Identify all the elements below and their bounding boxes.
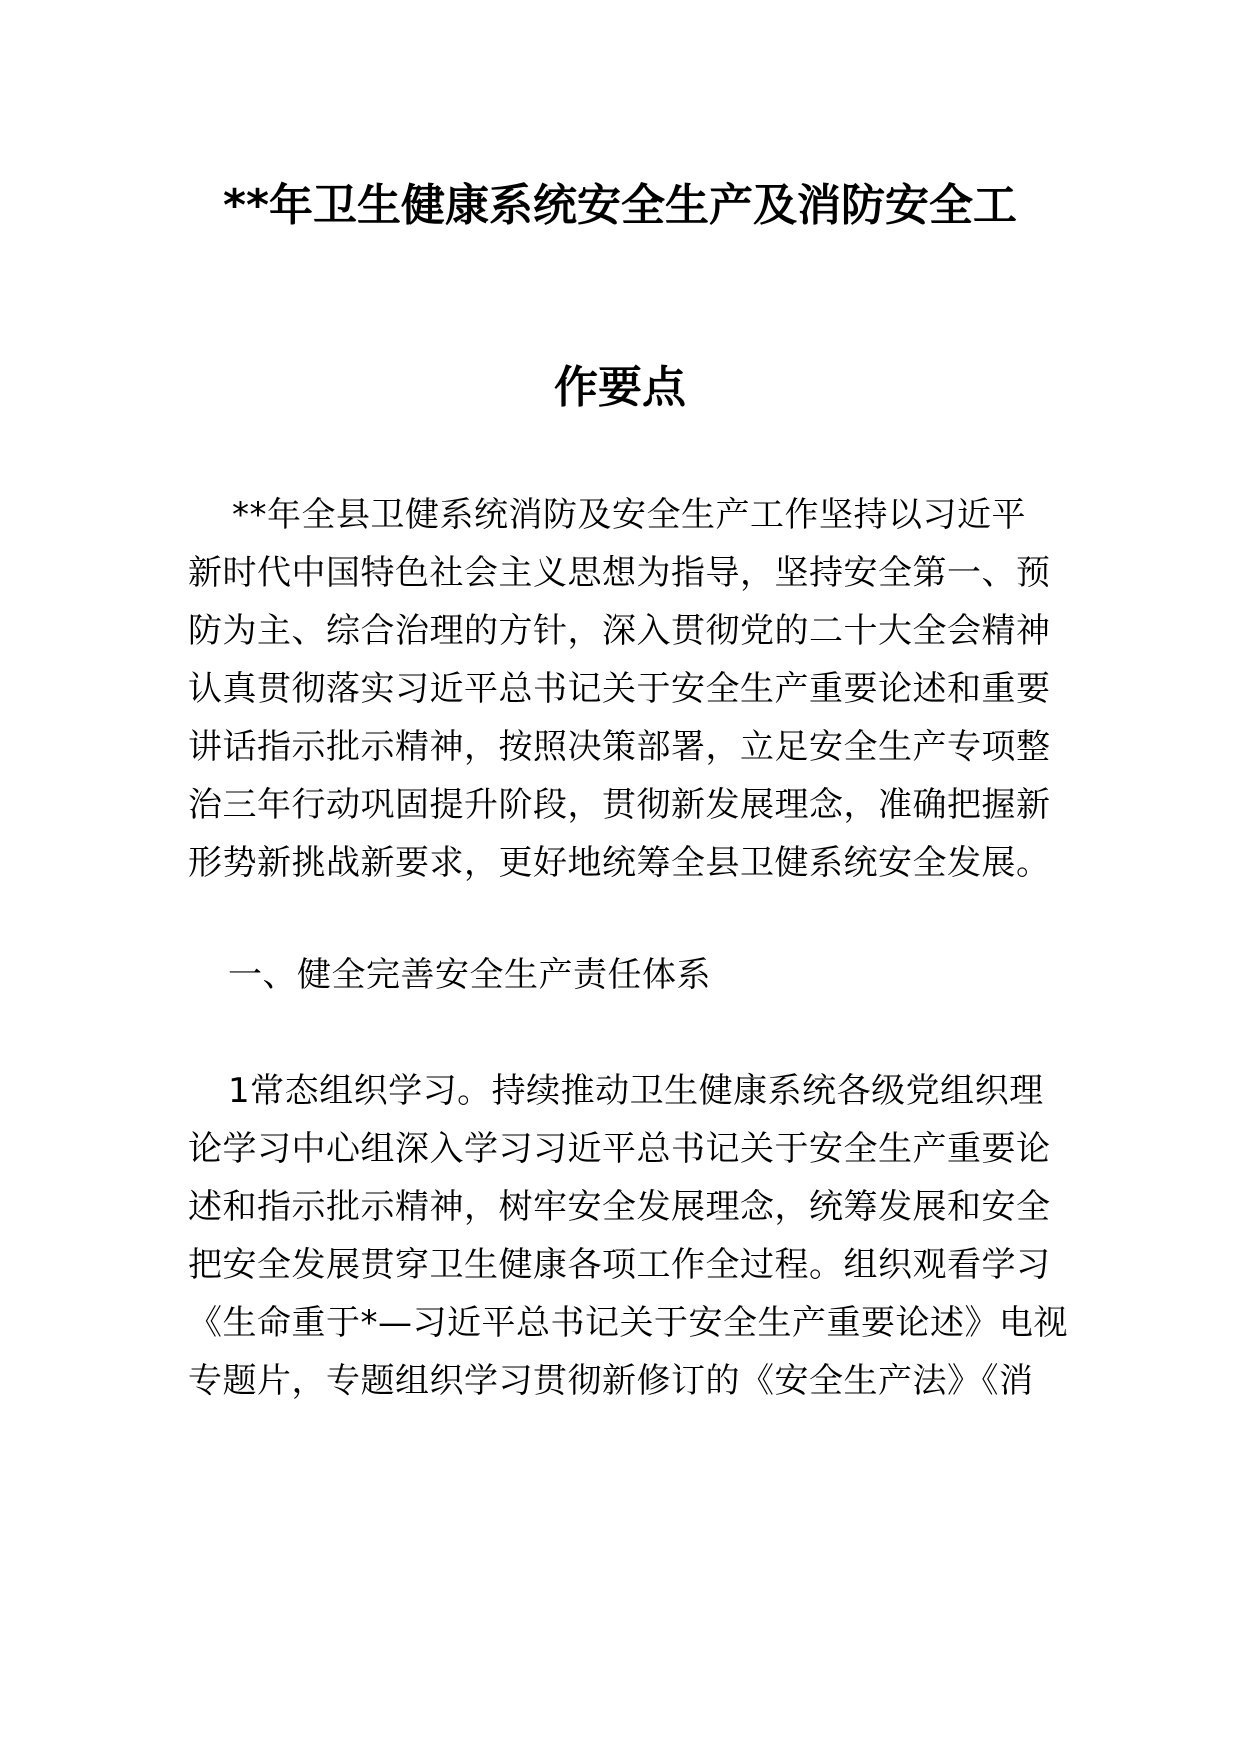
- paragraph-line: 治三年行动巩固提升阶段，贯彻新发展理念，准确把握新: [188, 785, 1051, 825]
- document-title-line-1: **年卫生健康系统安全生产及消防安全工: [222, 180, 1018, 231]
- paragraph-line: 认真贯彻落实习近平总书记关于安全生产重要论述和重要: [188, 669, 1051, 709]
- paragraph-line: 讲话指示批示精神，按照决策部署，立足安全生产专项整: [188, 727, 1051, 767]
- paragraph-line: 形势新挑战新要求，更好地统筹全县卫健系统安全发展。: [188, 843, 1051, 883]
- paragraph-line: 述和指示批示精神，树牢安全发展理念，统筹发展和安全: [188, 1187, 1051, 1227]
- paragraph-line: 专题片，专题组织学习贯彻新修订的《安全生产法》《消: [188, 1361, 1034, 1401]
- paragraph-line: 论学习中心组深入学习习近平总书记关于安全生产重要论: [188, 1129, 1051, 1169]
- paragraph-line: **年全县卫健系统消防及安全生产工作坚持以习近平: [232, 495, 1026, 535]
- paragraph-line: 新时代中国特色社会主义思想为指导，坚持安全第一、预: [188, 553, 1051, 593]
- paragraph-line: 1常态组织学习。持续推动卫生健康系统各级党组织理: [228, 1071, 1044, 1111]
- paragraph-line: 把安全发展贯穿卫生健康各项工作全过程。组织观看学习: [188, 1245, 1051, 1285]
- section-heading: 一、健全完善安全生产责任体系: [228, 955, 711, 995]
- paragraph-line: 《生命重于*—习近平总书记关于安全生产重要论述》电视: [188, 1303, 1068, 1343]
- document-title-line-2: 作要点: [554, 362, 686, 413]
- paragraph-line: 防为主、综合治理的方针，深入贯彻党的二十大全会精神: [188, 611, 1051, 651]
